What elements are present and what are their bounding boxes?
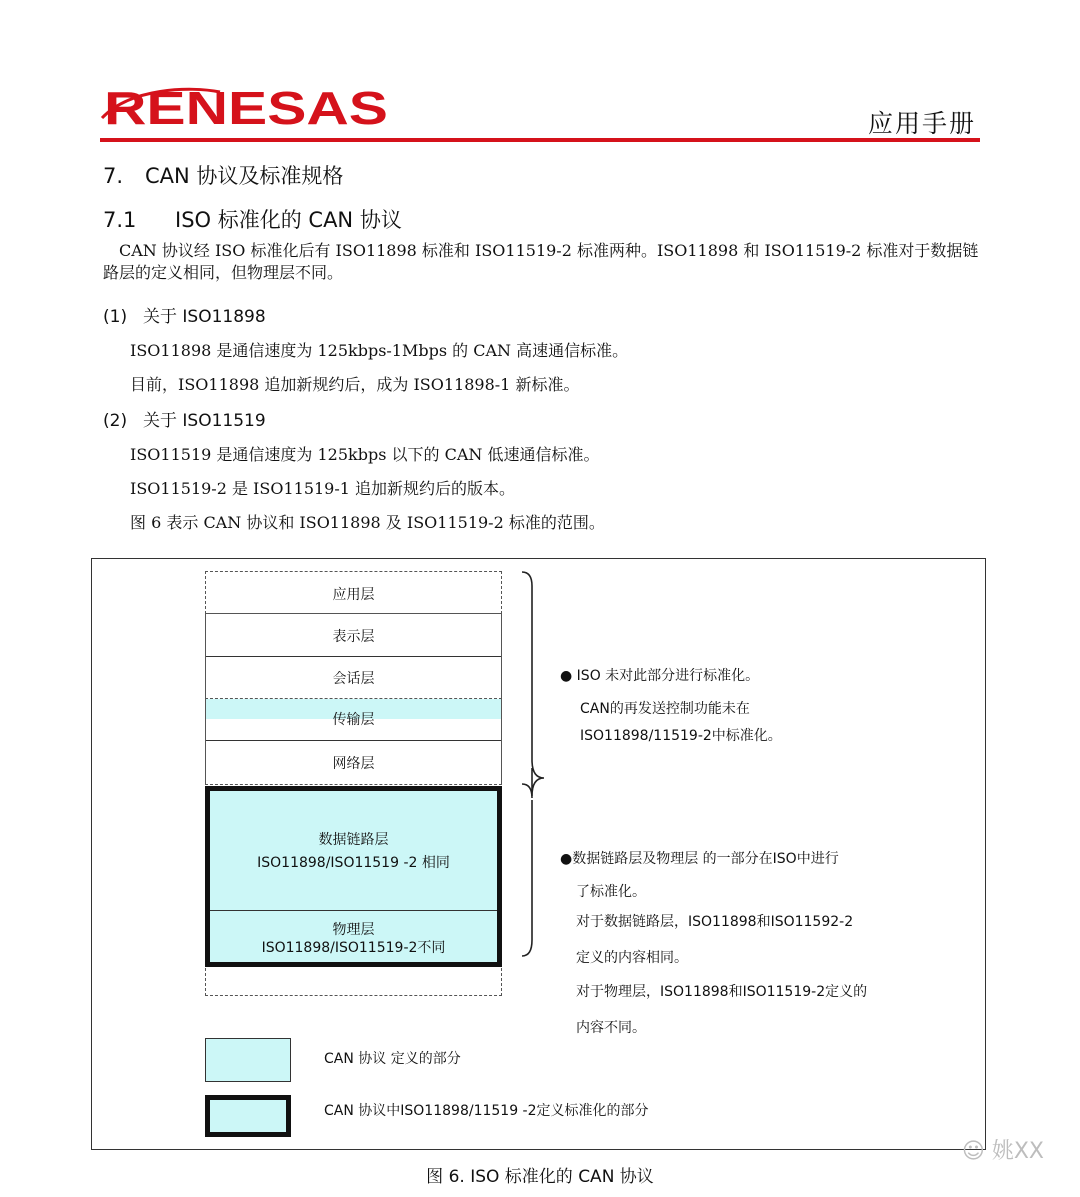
header-rule (100, 138, 980, 142)
layer-application: 应用层 (205, 571, 502, 614)
svg-text:RENESAS: RENESAS (104, 82, 388, 132)
intro-paragraph: CAN 协议经 ISO 标准化后有 ISO11898 标准和 ISO11519-2 标准两种。ISO11898 和 ISO11519-2 标准对于数据链路层的定义相同，但物理层不同。 (103, 241, 979, 282)
legend-label-can: CAN 协议 定义的部分 (324, 1051, 461, 1067)
note-lower-line1: ●数据链路层及物理层 的一部分在ISO中进行 (560, 851, 839, 867)
item-heading (103, 406, 266, 431)
document-type-label: 应用手册 (867, 109, 976, 138)
figure-caption: 图 6. ISO 标准化的 CAN 协议 (426, 1167, 654, 1187)
note-lower-line3: 对于数据链路层，ISO11898和ISO11592-2 (576, 914, 854, 930)
watermark-text: 姚XX (991, 1139, 1044, 1164)
note-lower-line5: 对于物理层，ISO11898和ISO11519-2定义的 (576, 984, 868, 1000)
bullet-icon: ● (560, 668, 573, 684)
watermark (962, 1134, 1044, 1165)
subsection-number: 7.1 (103, 208, 137, 232)
item-line: ISO11519 是通信速度为 125kbps 以下的 CAN 低速通信标准。 (130, 445, 600, 464)
item-number: (2) (103, 411, 128, 431)
renesas-logo (100, 80, 400, 132)
note-upper-line3: ISO11898/11519-2中标准化。 (580, 728, 782, 744)
datalink-physical-divider (210, 910, 497, 911)
legend-label-iso: CAN 协议中ISO11898/11519 -2定义标准化的部分 (324, 1103, 649, 1119)
section-number: 7. (103, 164, 124, 188)
item-line: 图 6 表示 CAN 协议和 ISO11898 及 ISO11519-2 标准的范围。 (130, 513, 605, 532)
subsection-title: ISO 标准化的 CAN 协议 (175, 208, 402, 232)
note-lower-line6: 内容不同。 (576, 1020, 646, 1036)
layer-datalink-title: 数据链路层 (318, 832, 389, 848)
item-line: ISO11898 是通信速度为 125kbps-1Mbps 的 CAN 高速通信标准。 (130, 341, 629, 360)
item-title: 关于 ISO11519 (143, 411, 266, 431)
brace-icon (518, 570, 548, 960)
layer-physical-title: 物理层 (332, 922, 375, 938)
legend-swatch-can (205, 1038, 291, 1082)
layer-bottom-gap (205, 968, 502, 996)
chat-icon: ☺ (961, 1139, 985, 1164)
section-title: CAN 协议及标准规格 (145, 164, 344, 188)
note-upper-line2: CAN的再发送控制功能未在 (580, 701, 750, 717)
note-lower-line2: 了标准化。 (576, 884, 646, 900)
subsection-heading (103, 204, 402, 234)
layer-network: 网络层 (205, 740, 502, 785)
note-lower-line4: 定义的内容相同。 (576, 950, 688, 966)
layer-session: 会话层 (205, 656, 502, 699)
item-line: 目前，ISO11898 追加新规约后，成为 ISO11898-1 新标准。 (130, 375, 580, 394)
item-line: ISO11519-2 是 ISO11519-1 追加新规约后的版本。 (130, 479, 516, 498)
note-upper-line1: ● ISO 未对此部分进行标准化。 (560, 668, 760, 684)
bullet-icon: ● (560, 851, 573, 867)
legend-swatch-iso (205, 1095, 291, 1137)
layer-transport: 传输层 (205, 698, 502, 741)
layer-datalink-note: ISO11898/ISO11519 -2 相同 (257, 855, 450, 871)
item-heading (103, 302, 266, 327)
layer-presentation: 表示层 (205, 613, 502, 657)
item-number: (1) (103, 307, 128, 327)
layer-physical-note: ISO11898/ISO11519-2不同 (261, 940, 446, 956)
item-title: 关于 ISO11898 (143, 307, 266, 327)
section-heading (103, 160, 343, 190)
